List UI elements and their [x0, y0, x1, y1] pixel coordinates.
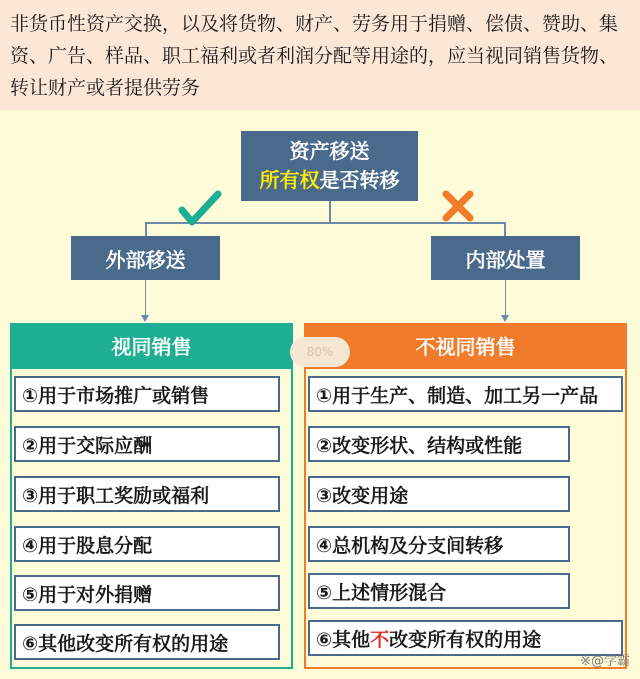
column-deemed-sales-title: 视同销售	[10, 323, 293, 367]
connector-right-down	[504, 222, 506, 236]
connector-right-to-column	[505, 280, 506, 316]
list-item: ①用于市场推广或销售	[14, 376, 280, 412]
not-highlight: 不	[370, 628, 390, 651]
zoom-badge: 80%	[290, 337, 350, 367]
list-item: ④总机构及分支间转移	[308, 526, 570, 562]
watermark: ※@学霸	[580, 654, 630, 669]
root-node	[241, 131, 418, 201]
check-mark-icon	[178, 188, 222, 228]
connector-left-to-column	[145, 280, 146, 316]
header-description: 非货币性资产交换，以及将货物、财产、劳务用于捐赠、偿债、赞助、集资、广告、样品、职工福利或者利润分配等用途的，应当视同销售货物、转让财产或者提供劳务	[0, 0, 640, 110]
list-item: ②用于交际应酬	[14, 426, 280, 462]
connector-left-down	[145, 222, 147, 236]
list-item: ①用于生产、制造、加工另一产品	[308, 376, 623, 412]
connector-root-down	[329, 201, 331, 223]
list-item: ④用于股息分配	[14, 526, 280, 562]
root-title: 资产移送	[289, 139, 370, 163]
list-item: ③用于职工奖励或福利	[14, 476, 280, 512]
branch-internal-disposal: 内部处置	[431, 236, 580, 280]
column-not-deemed-sales-title: 不视同销售	[304, 323, 627, 367]
branch-external-transfer: 外部移送	[71, 236, 220, 280]
cross-mark-icon	[440, 188, 476, 224]
arrow-left-down-icon	[141, 315, 149, 322]
ownership-highlight: 所有权	[259, 168, 320, 192]
root-question: 所有权是否转移	[259, 168, 400, 192]
list-item: ⑥其他改变所有权的用途	[14, 624, 280, 660]
list-item: ⑤用于对外捐赠	[14, 575, 280, 611]
list-item: ②改变形状、结构或性能	[308, 426, 570, 462]
list-item: ⑥其他 不 改变所有权的用途	[308, 620, 623, 656]
list-item: ③改变用途	[308, 476, 570, 512]
list-item: ⑤上述情形混合	[308, 573, 570, 609]
arrow-right-down-icon	[501, 315, 509, 322]
